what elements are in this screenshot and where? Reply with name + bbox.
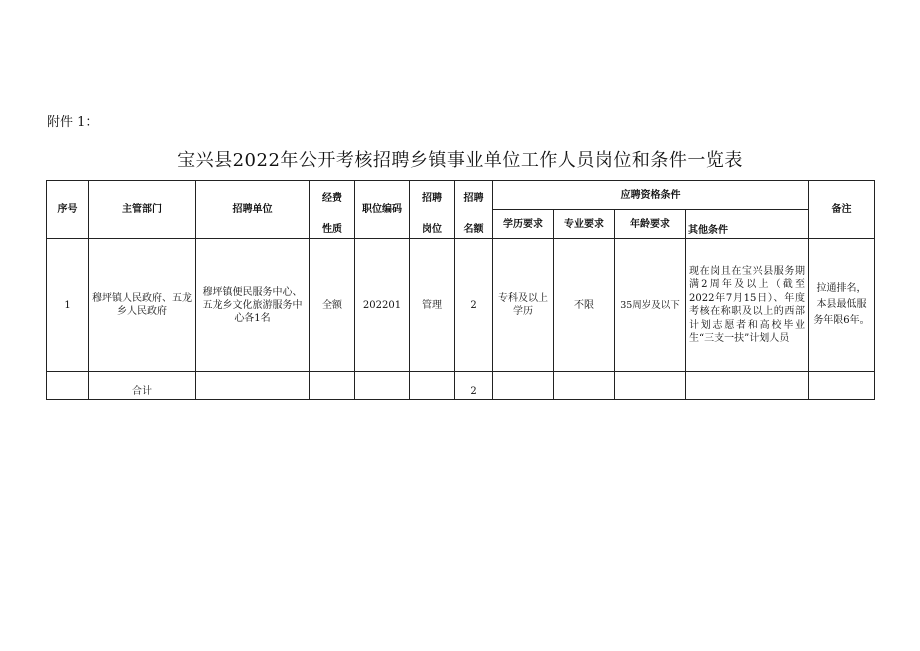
row-dept: 穆坪镇人民政府、五龙乡人民政府 xyxy=(92,293,192,317)
total-count: 2 xyxy=(470,386,477,397)
row-code: 202201 xyxy=(362,299,402,311)
header-fund-top: 经费 xyxy=(322,193,342,204)
row-unit: 穆坪镇便民服务中心、五龙乡文化旅游服务中心各1名 xyxy=(202,286,303,324)
header-post-bottom: 岗位 xyxy=(422,224,442,235)
row-other: 现在岗且在宝兴县服务期满2周年及以上（截至2022年7月15日）、年度考核在称职及以上的西部计划志愿者和高校毕业生“三支一扶”计划人员 xyxy=(689,265,805,344)
col-line xyxy=(874,180,875,400)
header-seq: 序号 xyxy=(57,204,78,215)
table-border-bottom xyxy=(46,399,875,400)
header-major: 专业要求 xyxy=(564,218,604,230)
row-post: 管理 xyxy=(422,299,442,311)
header-fund-bottom: 性质 xyxy=(322,224,342,235)
header-education: 学历要求 xyxy=(503,218,543,230)
total-label: 合计 xyxy=(132,386,152,397)
row-age: 35周岁及以下 xyxy=(620,299,680,311)
header-unit: 招聘单位 xyxy=(232,204,273,215)
header-dept: 主管部门 xyxy=(122,204,162,215)
row-seq: 1 xyxy=(64,299,71,311)
header-count-top: 招聘 xyxy=(463,193,484,204)
header-other: 其他条件 xyxy=(688,225,728,236)
header-post-top: 招聘 xyxy=(422,193,442,204)
row-education: 专科及以上学历 xyxy=(498,293,548,317)
header-code: 职位编码 xyxy=(362,204,402,215)
header-count-bottom: 名额 xyxy=(463,224,484,235)
row-divider xyxy=(46,371,875,372)
page-title: 宝兴县2022年公开考核招聘乡镇事业单位工作人员岗位和条件一览表 xyxy=(177,150,743,171)
header-remarks: 备注 xyxy=(831,204,852,215)
row-major: 不限 xyxy=(574,299,594,311)
row-count: 2 xyxy=(470,299,477,311)
header-qualifications: 应聘资格条件 xyxy=(620,189,681,201)
header-age: 年龄要求 xyxy=(630,218,670,230)
row-fund: 全额 xyxy=(322,299,342,311)
attachment-label: 附件 1： xyxy=(47,115,99,130)
row-remarks: 拉通排名，本县最低服务年限6年。 xyxy=(813,283,870,326)
